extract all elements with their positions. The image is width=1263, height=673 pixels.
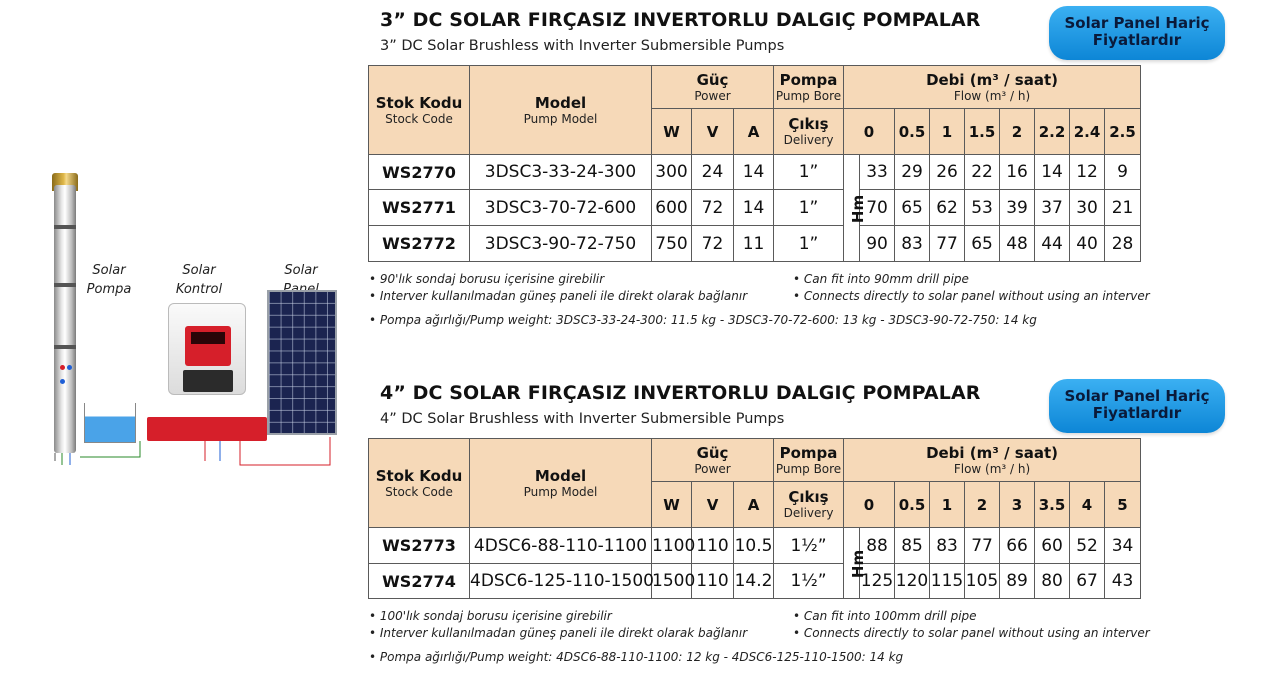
header-watt: W	[652, 109, 692, 155]
cell-flow: 14	[1035, 155, 1070, 190]
header-power	[652, 439, 774, 482]
header-flow-point: 0	[844, 482, 895, 528]
header-outlet	[774, 482, 844, 528]
cell-flow: 26	[930, 155, 965, 190]
header-flow-point: 2	[1000, 109, 1035, 155]
wire	[240, 437, 330, 465]
header-flow-point: 3	[1000, 482, 1035, 528]
header-label: Stok Kodu	[375, 93, 463, 112]
cell-flow: 65	[895, 190, 930, 226]
header-sublabel: Pump Model	[523, 484, 598, 499]
cell-flow: 120	[895, 564, 930, 599]
cell-flow: 85	[895, 528, 930, 564]
header-outlet	[774, 109, 844, 155]
section-1-note: • Can fit into 90mm drill pipe	[793, 272, 969, 286]
header-sublabel: Delivery	[783, 506, 834, 520]
hm-label: Hm	[849, 549, 868, 578]
cell-flow: 53	[965, 190, 1000, 226]
solar-pump-system-illustration	[40, 165, 340, 465]
cell-flow: 40	[1070, 226, 1105, 262]
cell-flow: 37	[1035, 190, 1070, 226]
cell-flow: 34	[1105, 528, 1141, 564]
section-1-title: 3” DC SOLAR FIRÇASIZ INVERTORLU DALGIÇ POMPALAR	[380, 9, 981, 31]
header-sublabel: Pump Model	[523, 111, 598, 126]
cell-outlet: 1”	[774, 155, 844, 190]
cell-stock-code: WS2774	[369, 564, 470, 599]
cell-flow: 66	[1000, 528, 1035, 564]
cell-flow: 48	[1000, 226, 1035, 262]
header-flow-point: 2.5	[1105, 109, 1141, 155]
header-label: Pompa	[779, 70, 838, 89]
cell-flow: 60	[1035, 528, 1070, 564]
header-flow-point: 0	[844, 109, 895, 155]
hm-label: Hm	[849, 194, 868, 223]
section-1-spec-table	[368, 65, 1141, 262]
cell-ampere: 11	[734, 226, 774, 262]
section-2-spec-table	[368, 438, 1141, 599]
cell-flow: 28	[1105, 226, 1141, 262]
header-pump	[774, 439, 844, 482]
cell-outlet: 1”	[774, 226, 844, 262]
section-2-note: • Can fit into 100mm drill pipe	[793, 609, 977, 623]
section-1-note: • Interver kullanılmadan güneş paneli ile direkt olarak bağlanır	[369, 289, 748, 303]
cell-volt: 110	[692, 564, 734, 599]
cell-volt: 72	[692, 226, 734, 262]
cell-flow: 21	[1105, 190, 1141, 226]
cell-flow: 125	[860, 564, 895, 599]
cell-model: 3DSC3-33-24-300	[470, 155, 652, 190]
cell-volt: 72	[692, 190, 734, 226]
cell-ampere: 14	[734, 190, 774, 226]
label-line: Solar	[284, 263, 318, 278]
header-sublabel: Stock Code	[385, 484, 453, 499]
header-stock-code	[369, 439, 470, 528]
cell-stock-code: WS2773	[369, 528, 470, 564]
cell-flow: 29	[895, 155, 930, 190]
cell-flow: 83	[895, 226, 930, 262]
header-label: Model	[534, 93, 587, 112]
header-sublabel: Power	[694, 461, 731, 476]
header-sublabel: Power	[694, 88, 731, 103]
header-label: Çıkış	[788, 488, 829, 506]
cell-flow: 30	[1070, 190, 1105, 226]
cell-stock-code: WS2772	[369, 226, 470, 262]
cell-watt: 750	[652, 226, 692, 262]
section-1-subtitle: 3” DC Solar Brushless with Inverter Submersible Pumps	[380, 38, 785, 54]
header-flow-point: 1	[930, 482, 965, 528]
cell-flow: 62	[930, 190, 965, 226]
header-model	[470, 66, 652, 155]
header-model	[470, 439, 652, 528]
header-flow-point: 2.4	[1070, 109, 1105, 155]
cell-watt: 600	[652, 190, 692, 226]
header-flow-point: 2.2	[1035, 109, 1070, 155]
header-flow	[844, 66, 1141, 109]
section-2-title: 4” DC SOLAR FIRÇASIZ INVERTORLU DALGIÇ POMPALAR	[380, 382, 981, 404]
badge-line: Fiyatlardır	[1092, 404, 1182, 422]
cell-watt: 1100	[652, 528, 692, 564]
label-line: Kontrol	[175, 282, 223, 297]
header-label: Çıkış	[788, 115, 829, 133]
table-row	[369, 564, 1141, 599]
table-header-row	[369, 439, 1141, 482]
cell-flow: 105	[965, 564, 1000, 599]
cell-flow: 43	[1105, 564, 1141, 599]
cell-flow: 77	[965, 528, 1000, 564]
header-power	[652, 66, 774, 109]
header-sublabel: Flow (m³ / h)	[953, 88, 1031, 103]
cell-watt: 300	[652, 155, 692, 190]
header-label: Pompa	[779, 443, 838, 462]
section-1-note: • Connects directly to solar panel without using an interver	[793, 289, 1150, 303]
cell-flow: 16	[1000, 155, 1035, 190]
cell-outlet: 1½”	[774, 564, 844, 599]
section-1-price-badge	[1049, 6, 1225, 60]
header-flow	[844, 439, 1141, 482]
badge-line: Solar Panel Hariç	[1064, 387, 1210, 405]
header-label: Model	[534, 466, 587, 485]
header-watt: W	[652, 482, 692, 528]
header-flow-point: 1	[930, 109, 965, 155]
table-row	[369, 226, 1141, 262]
header-flow-point: 2	[965, 482, 1000, 528]
section-2-note: • 100'lık sondaj borusu içerisine girebilir	[369, 609, 612, 623]
cell-flow: 90	[860, 226, 895, 262]
wiring-diagram	[40, 165, 340, 465]
section-2-subtitle: 4” DC Solar Brushless with Inverter Submersible Pumps	[380, 411, 785, 427]
header-ampere: A	[734, 482, 774, 528]
section-2-price-badge	[1049, 379, 1225, 433]
header-flow-point: 3.5	[1035, 482, 1070, 528]
header-pump	[774, 66, 844, 109]
header-volt: V	[692, 109, 734, 155]
cell-flow: 77	[930, 226, 965, 262]
cell-flow: 33	[860, 155, 895, 190]
cell-flow: 67	[1070, 564, 1105, 599]
header-flow-point: 4	[1070, 482, 1105, 528]
badge-line: Solar Panel Hariç	[1064, 14, 1210, 32]
cell-flow: 115	[930, 564, 965, 599]
label-line: Solar	[182, 263, 216, 278]
table-row	[369, 190, 1141, 226]
cell-stock-code: WS2771	[369, 190, 470, 226]
cell-outlet: 1½”	[774, 528, 844, 564]
section-1-note: • 90'lık sondaj borusu içerisine girebilir	[369, 272, 605, 286]
header-ampere: A	[734, 109, 774, 155]
cell-flow: 9	[1105, 155, 1141, 190]
section-2-weight-note: • Pompa ağırlığı/Pump weight: 4DSC6-88-110-1100: 12 kg - 4DSC6-125-110-1500: 14 kg	[369, 650, 904, 664]
label-line: Pompa	[86, 282, 132, 297]
cell-volt: 110	[692, 528, 734, 564]
wire	[80, 441, 140, 457]
header-flow-point: 0.5	[895, 482, 930, 528]
cell-flow: 88	[860, 528, 895, 564]
cell-flow: 52	[1070, 528, 1105, 564]
section-1-weight-note: • Pompa ağırlığı/Pump weight: 3DSC3-33-24-300: 11.5 kg - 3DSC3-70-72-600: 13 kg - 3DSC3-90-72-750: 14 kg	[369, 313, 1037, 327]
header-label: Stok Kodu	[375, 466, 463, 485]
hm-label-cell	[844, 155, 868, 262]
table-header-row	[369, 66, 1141, 109]
label-line: Solar	[92, 263, 126, 278]
cell-model: 3DSC3-70-72-600	[470, 190, 652, 226]
section-2-note: • Connects directly to solar panel without using an interver	[793, 626, 1150, 640]
cell-ampere: 14	[734, 155, 774, 190]
header-sublabel: Delivery	[783, 133, 834, 147]
cell-flow: 70	[860, 190, 895, 226]
cell-stock-code: WS2770	[369, 155, 470, 190]
cell-flow: 80	[1035, 564, 1070, 599]
header-label: Debi (m³ / saat)	[926, 70, 1058, 89]
cell-flow: 65	[965, 226, 1000, 262]
cell-flow: 12	[1070, 155, 1105, 190]
header-sublabel: Pump Bore	[775, 461, 842, 476]
table-row	[369, 155, 1141, 190]
cell-model: 4DSC6-88-110-1100	[470, 528, 652, 564]
header-label: Debi (m³ / saat)	[926, 443, 1058, 462]
cell-model: 3DSC3-90-72-750	[470, 226, 652, 262]
badge-line: Fiyatlardır	[1092, 31, 1182, 49]
header-sublabel: Stock Code	[385, 111, 453, 126]
cell-ampere: 10.5	[734, 528, 774, 564]
header-flow-point: 5	[1105, 482, 1141, 528]
cell-flow: 44	[1035, 226, 1070, 262]
hm-label-cell	[844, 528, 868, 599]
cell-flow: 83	[930, 528, 965, 564]
header-flow-point: 0.5	[895, 109, 930, 155]
table-row	[369, 528, 1141, 564]
cell-flow: 22	[965, 155, 1000, 190]
header-sublabel: Flow (m³ / h)	[953, 461, 1031, 476]
cell-watt: 1500	[652, 564, 692, 599]
section-2-note: • Interver kullanılmadan güneş paneli ile direkt olarak bağlanır	[369, 626, 748, 640]
cell-volt: 24	[692, 155, 734, 190]
cell-outlet: 1”	[774, 190, 844, 226]
header-label: Güç	[696, 70, 729, 89]
cell-flow: 39	[1000, 190, 1035, 226]
header-volt: V	[692, 482, 734, 528]
header-label: Güç	[696, 443, 729, 462]
cell-ampere: 14.2	[734, 564, 774, 599]
header-flow-point: 1.5	[965, 109, 1000, 155]
cell-flow: 89	[1000, 564, 1035, 599]
header-stock-code	[369, 66, 470, 155]
header-sublabel: Pump Bore	[775, 88, 842, 103]
cell-model: 4DSC6-125-110-1500	[470, 564, 652, 599]
